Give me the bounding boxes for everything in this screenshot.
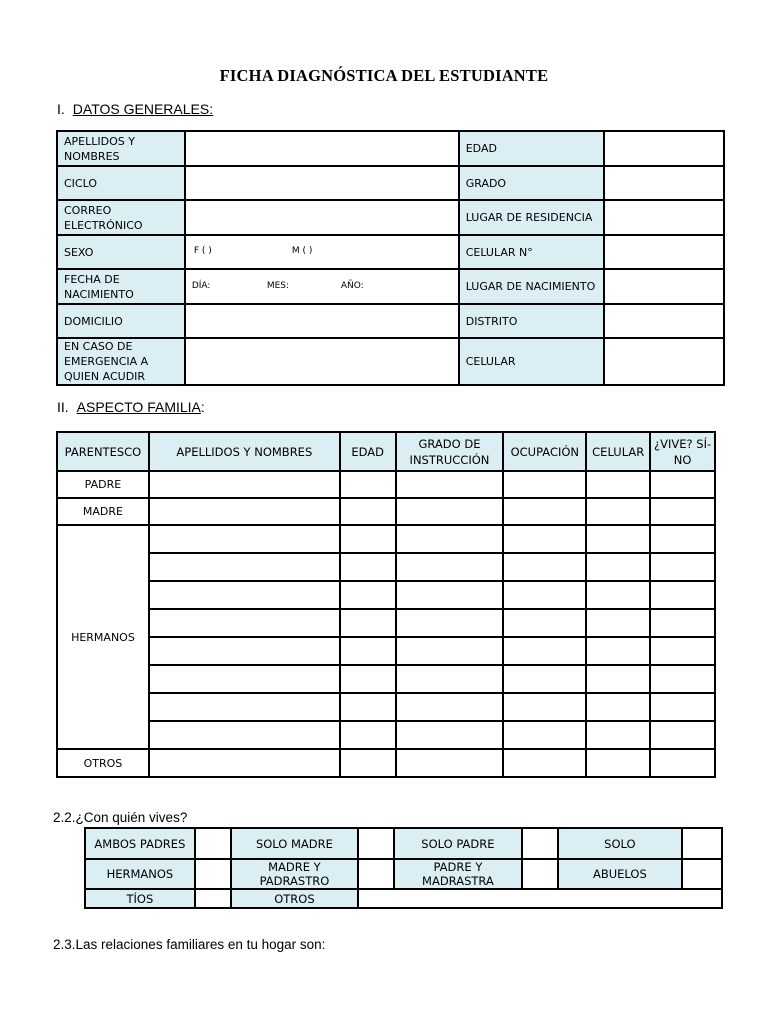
cell[interactable] <box>149 525 340 553</box>
cell[interactable] <box>396 721 504 749</box>
living-with-table <box>84 827 723 909</box>
table-row <box>57 498 715 525</box>
row-label-hermanos: HERMANOS <box>57 525 149 749</box>
section-2-heading <box>57 399 205 415</box>
field-lugar-residencia[interactable] <box>604 200 724 235</box>
cell[interactable] <box>650 525 715 553</box>
table-row <box>57 665 715 693</box>
cell[interactable] <box>503 637 586 665</box>
field-domicilio[interactable] <box>185 304 459 338</box>
label-ciclo: CICLO <box>57 166 185 200</box>
section-2-label: ASPECTO FAMILIA <box>76 399 201 415</box>
checkbox-solo[interactable] <box>682 828 722 859</box>
checkbox-abuelos[interactable] <box>682 859 722 889</box>
field-apellidos[interactable] <box>185 131 459 166</box>
field-celular-n[interactable] <box>604 235 724 269</box>
cell[interactable] <box>586 665 650 693</box>
cell[interactable] <box>503 498 586 525</box>
cell[interactable] <box>586 471 650 498</box>
field-celular[interactable] <box>604 338 724 385</box>
field-emergencia[interactable] <box>185 338 459 385</box>
cell[interactable] <box>586 693 650 721</box>
option-tios: TÍOS <box>85 889 195 908</box>
cell[interactable] <box>650 471 715 498</box>
mes-label: MES: <box>266 281 290 291</box>
cell[interactable] <box>149 665 340 693</box>
label-edad: EDAD <box>459 131 605 166</box>
general-data-table <box>56 130 725 386</box>
section-2-number: II. <box>57 399 69 415</box>
table-row <box>57 637 715 665</box>
cell[interactable] <box>149 609 340 637</box>
cell[interactable] <box>650 665 715 693</box>
cell[interactable] <box>396 693 504 721</box>
table-row <box>57 721 715 749</box>
checkbox-solo-madre[interactable] <box>358 828 394 859</box>
field-lugar-nac[interactable] <box>604 269 724 304</box>
header-ocupacion: OCUPACIÓN <box>503 432 586 471</box>
row-label-otros: OTROS <box>57 749 149 777</box>
cell[interactable] <box>149 471 340 498</box>
section-2-suffix: : <box>200 399 205 415</box>
cell[interactable] <box>650 721 715 749</box>
table-row <box>57 471 715 498</box>
option-solo-madre: SOLO MADRE <box>231 828 359 859</box>
cell[interactable] <box>396 637 504 665</box>
cell[interactable] <box>650 609 715 637</box>
cell[interactable] <box>503 471 586 498</box>
cell[interactable] <box>340 637 396 665</box>
checkbox-solo-padre[interactable] <box>522 828 558 859</box>
label-domicilio: DOMICILIO <box>57 304 185 338</box>
option-ambos-padres: AMBOS PADRES <box>85 828 195 859</box>
cell[interactable] <box>586 721 650 749</box>
checkbox-ambos-padres[interactable] <box>195 828 231 859</box>
label-fecha-nac: FECHA DE NACIMIENTO <box>57 269 185 304</box>
cell[interactable] <box>340 693 396 721</box>
header-celular: CELULAR <box>586 432 650 471</box>
cell[interactable] <box>586 609 650 637</box>
cell[interactable] <box>340 665 396 693</box>
option-padre-madrastra: PADRE Y MADRASTRA <box>394 859 522 889</box>
label-correo: CORREO ELECTRÓNICO <box>57 200 185 235</box>
cell[interactable] <box>340 498 396 525</box>
cell[interactable] <box>650 553 715 581</box>
field-sexo[interactable] <box>185 235 459 269</box>
cell[interactable] <box>149 637 340 665</box>
family-table <box>56 431 716 778</box>
table-row <box>57 553 715 581</box>
cell[interactable] <box>340 581 396 609</box>
cell[interactable] <box>503 609 586 637</box>
cell[interactable] <box>396 581 504 609</box>
cell[interactable] <box>503 721 586 749</box>
header-apellidos: APELLIDOS Y NOMBRES <box>149 432 340 471</box>
label-lugar-residencia: LUGAR DE RESIDENCIA <box>459 200 605 235</box>
cell[interactable] <box>503 581 586 609</box>
cell[interactable] <box>396 525 504 553</box>
cell[interactable] <box>650 749 715 777</box>
cell[interactable] <box>503 693 586 721</box>
label-emergencia: EN CASO DE EMERGENCIA A QUIEN ACUDIR <box>57 338 185 385</box>
section-1-label: DATOS GENERALES: <box>72 101 214 117</box>
cell[interactable] <box>650 498 715 525</box>
cell[interactable] <box>396 498 504 525</box>
cell[interactable] <box>396 665 504 693</box>
option-hermanos: HERMANOS <box>85 859 195 889</box>
header-grado-instruccion: GRADO DE INSTRUCCIÓN <box>396 432 504 471</box>
label-celular: CELULAR <box>459 338 605 385</box>
cell[interactable] <box>340 721 396 749</box>
cell[interactable] <box>396 471 504 498</box>
option-solo-padre: SOLO PADRE <box>394 828 522 859</box>
cell[interactable] <box>503 749 586 777</box>
cell[interactable] <box>586 525 650 553</box>
cell[interactable] <box>586 553 650 581</box>
dia-label: DÍA: <box>191 281 211 291</box>
page-title: FICHA DIAGNÓSTICA DEL ESTUDIANTE <box>219 66 549 85</box>
cell[interactable] <box>586 581 650 609</box>
cell[interactable] <box>340 553 396 581</box>
checkbox-madre-padrastro[interactable] <box>358 859 394 889</box>
table-row <box>57 749 715 777</box>
cell[interactable] <box>149 553 340 581</box>
field-correo[interactable] <box>185 200 459 235</box>
header-vive: ¿VIVE? SÍ-NO <box>650 432 715 471</box>
cell[interactable] <box>503 665 586 693</box>
label-distrito: DISTRITO <box>459 304 605 338</box>
sexo-f-option[interactable]: F ( ) <box>193 246 212 256</box>
sexo-m-option[interactable]: M ( ) <box>291 246 313 256</box>
anio-label: AÑO: <box>340 281 364 291</box>
question-2-2: 2.2.¿Con quién vives? <box>53 810 188 825</box>
cell[interactable] <box>503 553 586 581</box>
field-ciclo[interactable] <box>185 166 459 200</box>
checkbox-tios[interactable] <box>195 889 231 908</box>
field-distrito[interactable] <box>604 304 724 338</box>
label-lugar-nac: LUGAR DE NACIMIENTO <box>459 269 605 304</box>
field-grado[interactable] <box>604 166 724 200</box>
option-solo: SOLO <box>558 828 683 859</box>
cell[interactable] <box>340 609 396 637</box>
cell[interactable] <box>586 498 650 525</box>
cell[interactable] <box>149 721 340 749</box>
table-row <box>57 693 715 721</box>
cell[interactable] <box>503 525 586 553</box>
checkbox-hermanos[interactable] <box>195 859 231 889</box>
cell[interactable] <box>149 749 340 777</box>
section-1-heading <box>57 101 213 117</box>
cell[interactable] <box>396 609 504 637</box>
table-row <box>57 525 715 553</box>
cell[interactable] <box>650 581 715 609</box>
table-row <box>57 609 715 637</box>
row-label-madre: MADRE <box>57 498 149 525</box>
label-grado: GRADO <box>459 166 605 200</box>
checkbox-padre-madrastra[interactable] <box>522 859 558 889</box>
field-edad[interactable] <box>604 131 724 166</box>
cell[interactable] <box>340 749 396 777</box>
cell[interactable] <box>149 498 340 525</box>
header-edad: EDAD <box>340 432 396 471</box>
header-parentesco: PARENTESCO <box>57 432 149 471</box>
label-sexo: SEXO <box>57 235 185 269</box>
cell[interactable] <box>340 471 396 498</box>
question-2-3: 2.3.Las relaciones familiares en tu hogar son: <box>53 937 326 952</box>
cell[interactable] <box>396 553 504 581</box>
cell[interactable] <box>340 525 396 553</box>
cell[interactable] <box>396 749 504 777</box>
cell[interactable] <box>650 637 715 665</box>
cell[interactable] <box>586 749 650 777</box>
label-celular-n: CELULAR N° <box>459 235 605 269</box>
option-otros: OTROS <box>231 889 359 908</box>
table-row <box>57 581 715 609</box>
row-label-padre: PADRE <box>57 471 149 498</box>
cell[interactable] <box>149 693 340 721</box>
field-fecha-nac[interactable] <box>185 269 459 304</box>
cell[interactable] <box>149 581 340 609</box>
cell[interactable] <box>586 637 650 665</box>
section-1-number: I. <box>57 101 65 117</box>
option-madre-padrastro: MADRE Y PADRASTRO <box>231 859 359 889</box>
field-otros[interactable] <box>358 889 722 908</box>
label-apellidos: APELLIDOS Y NOMBRES <box>57 131 185 166</box>
option-abuelos: ABUELOS <box>558 859 683 889</box>
cell[interactable] <box>650 693 715 721</box>
